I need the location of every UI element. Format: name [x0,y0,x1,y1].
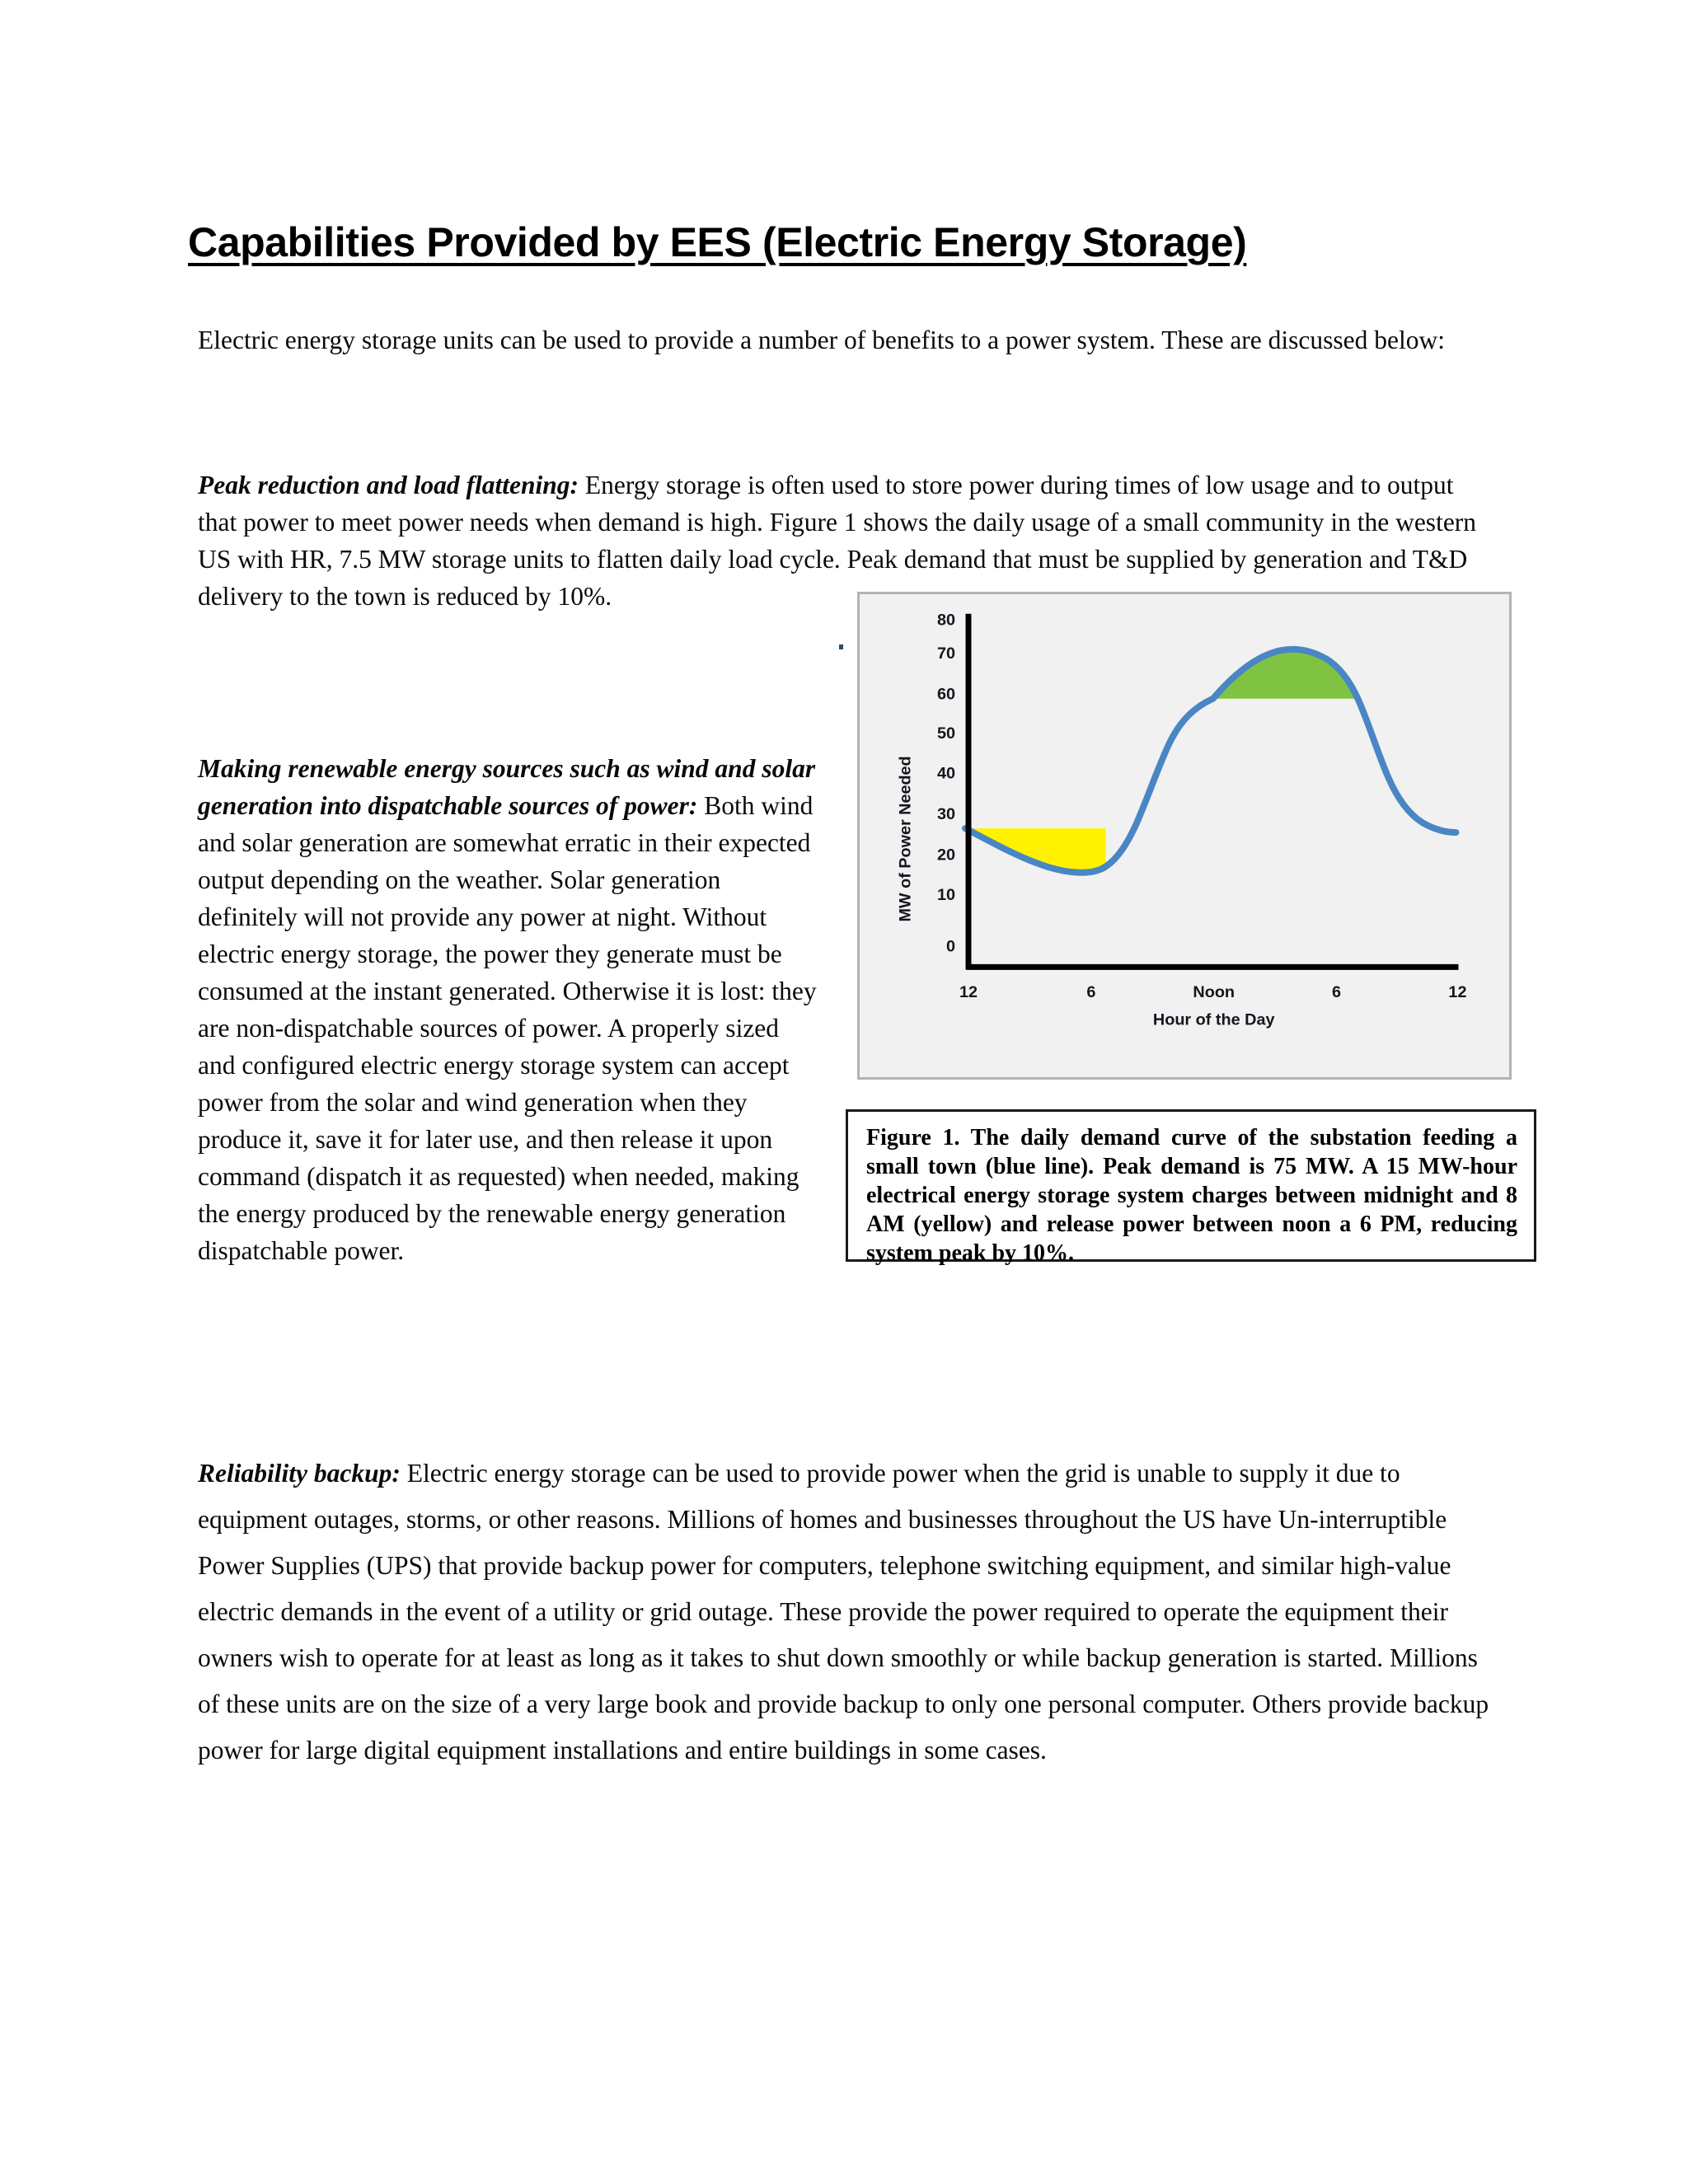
y-tick-20: 20 [937,846,956,865]
figure-caption-box [846,1109,1536,1266]
x-tick-6pm: 6 [1332,983,1342,1001]
y-tick-70: 70 [937,644,956,663]
y-tick-40: 40 [937,764,956,783]
y-tick-0: 0 [946,937,956,956]
paragraph-renewables-lead: Making renewable energy sources such as wind and solar generation into dispatchable sources of power: [198,753,816,820]
paragraph-peak-reduction-body: Energy storage is often used to store power during times of low usage and to output that power to meet power needs when demand is high. Figure 1 shows the daily usage of a small community in the western US with HR, 7.5 MW storage units to flatten daily load cycle. Peak demand that must be supplied by generation and T&D delivery to the town is reduced by 10%. [198,470,1477,611]
figure-caption-text: Figure 1. The daily demand curve of the substation feeding a small town (blue line). Peak demand is 75 MW. A 15 MW-hour electrical energy storage system charges between midnight and 8 AM (yellow) and release power between noon a 6 PM, reducing system peak by 10%. [866,1125,1517,1266]
daily-demand-chart [860,594,1509,1077]
figure-1 [857,592,1512,1080]
y-tick-50: 50 [937,724,956,743]
x-tick-midnight-end: 12 [1448,983,1467,1001]
page-title: Capabilities Provided by EES (Electric Energy Storage) [188,218,1247,265]
paragraph-peak-reduction-lead: Peak reduction and load flattening: [198,470,579,499]
paragraph-renewables-body: Both wind and solar generation are somewhat erratic in their expected output depending on the weather. Solar generation definitely will not provide any power at night. Without electric energy storage, the power they generate must be consumed at the instant generated. Otherwise it is lost: they are non-dispatchable sources of power. A properly sized and configured electric energy storage system can accept power from the solar and wind generation when they produce it, save it for later use, and then release it upon command (dispatch it as requested) when needed, making the energy produced by the renewable energy generation dispatchable power. [198,790,817,1265]
x-tick-6am: 6 [1086,983,1096,1001]
y-tick-60: 60 [937,685,956,704]
chart-plot-background [860,594,1509,1077]
stray-punctuation-mark [839,644,843,649]
paragraph-reliability-backup-body: Electric energy storage can be used to provide power when the grid is unable to supply it due to equipment outages, storms, or other reasons. Millions of homes and businesses throughout the US have Un-interruptible Power Supplies (UPS) that provide backup power for computers, telephone switching equipment, and similar high-value electric demands in the event of a utility or grid outage. These provide the power required to operate the equipment their owners wish to operate for at least as long as it takes to shut down smoothly or while backup generation is started. Millions of these units are on the size of a very large book and provide backup to only one personal computer. Others provide backup power for large digital equipment installations and entire buildings in some cases. [198,1458,1489,1765]
x-tick-midnight-start: 12 [959,983,978,1001]
y-tick-30: 30 [937,805,956,824]
y-axis-title: MW of Power Needed [896,756,915,922]
x-axis-title: Hour of the Day [1152,1010,1275,1029]
paragraph-intro: Electric energy storage units can be used to provide a number of benefits to a power system. These are discussed below: [198,325,1445,354]
x-tick-noon: Noon [1193,983,1236,1001]
chart-frame [857,592,1512,1080]
paragraph-renewables [198,750,820,1269]
paragraph-reliability-backup-lead: Reliability backup: [198,1458,401,1488]
y-tick-10: 10 [937,886,956,905]
paragraph-reliability-backup [198,1451,1492,1774]
y-tick-80: 80 [937,611,956,630]
